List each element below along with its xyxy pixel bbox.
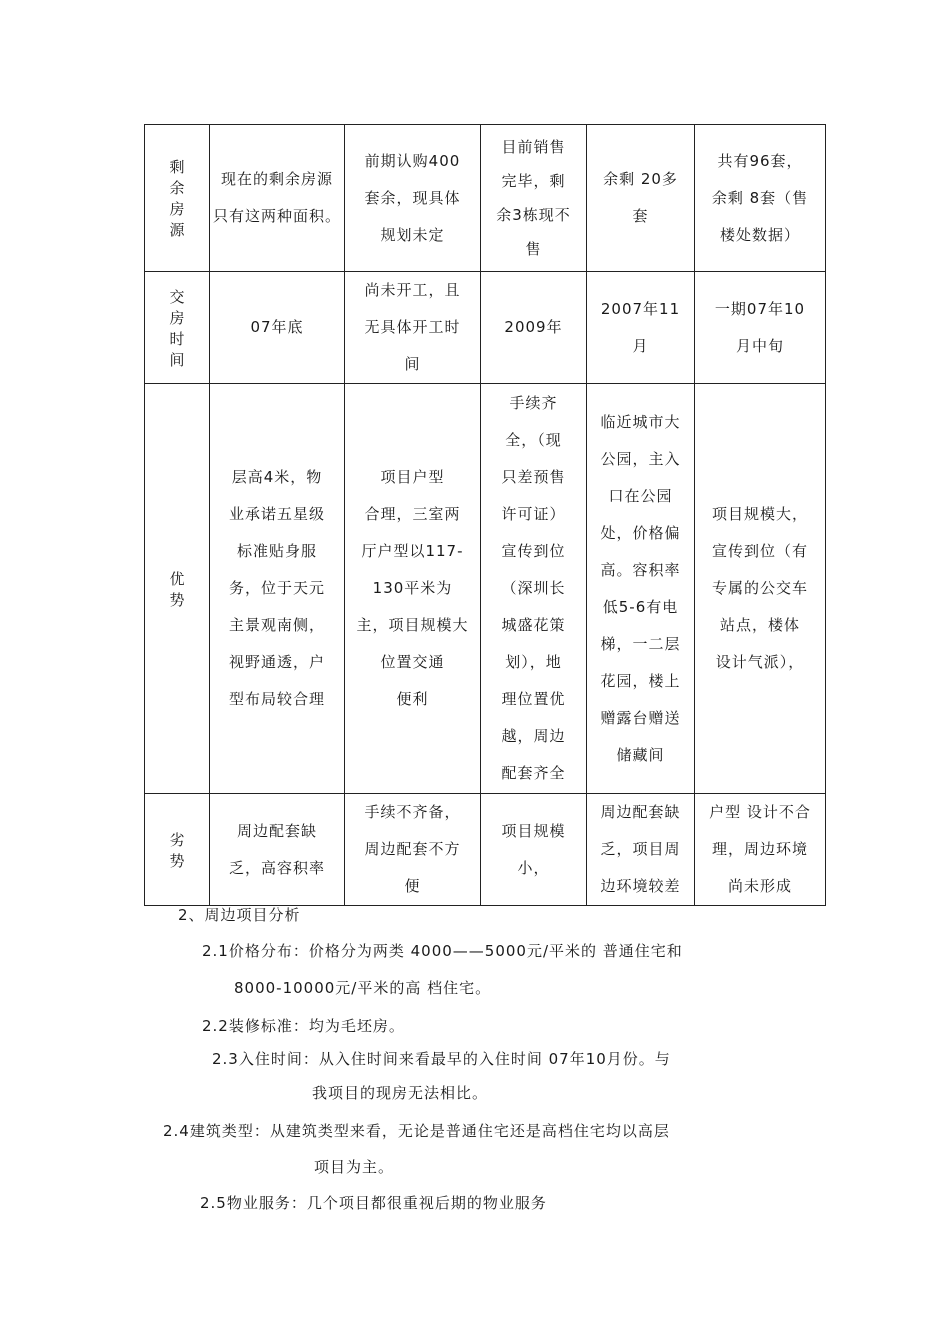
table-cell: 2009年 [481,272,587,384]
table-cell: 手续齐 全，（现 只差预售 许可证） 宣传到位 （深圳长 城盛花策 划），地 理位置优 越，周边 配套齐全 [481,384,587,794]
table-row [145,384,826,794]
row-header: 交 房 时 间 [145,272,210,384]
table-cell: 尚未开工，且 无具体开工时 间 [345,272,481,384]
row-header: 优 势 [145,384,210,794]
table-row [145,125,826,272]
body-line: 2.3入住时间：从入住时间来看最早的入住时间 07年10月份。与 [212,1050,671,1068]
body-line: 我项目的现房无法相比。 [312,1084,489,1102]
table-cell: 2007年11 月 [587,272,695,384]
body-line: 2.1价格分布：价格分为两类 4000——5000元/平米的 普通住宅和 [202,942,683,960]
table-cell: 一期07年10 月中旬 [695,272,826,384]
table-cell: 户型 设计不合 理，周边环境 尚未形成 [695,794,826,906]
table-cell: 现在的剩余房源 只有这两种面积。 [210,125,345,272]
table-cell: 临近城市大 公园，主入 口在公园 处，价格偏 高。容积率 低5-6有电 梯，一二层 花园，楼上 赠露台赠送 储藏间 [587,384,695,794]
table-cell: 周边配套缺 乏，高容积率 [210,794,345,906]
body-line: 2.5物业服务：几个项目都很重视后期的物业服务 [200,1194,547,1212]
table-cell: 手续不齐备， 周边配套不方 便 [345,794,481,906]
table-cell: 项目规模 小， [481,794,587,906]
table-cell: 项目规模大， 宣传到位（有 专属的公交车 站点，楼体 设计气派）， [695,384,826,794]
body-line: 2.2装修标准：均为毛坯房。 [202,1017,405,1035]
body-line: 2.4建筑类型：从建筑类型来看，无论是普通住宅还是高档住宅均以高层 [163,1122,670,1140]
table-cell: 周边配套缺 乏，项目周 边环境较差 [587,794,695,906]
table-cell: 项目户型 合理，三室两 厅户型以117- 130平米为 主，项目规模大 位置交通 便利 [345,384,481,794]
table-row [145,272,826,384]
row-header: 剩 余 房 源 [145,125,210,272]
body-line: 8000-10000元/平米的高 档住宅。 [234,979,492,997]
table-cell: 共有96套， 余剩 8套（售 楼处数据） [695,125,826,272]
body-line: 项目为主。 [314,1158,395,1176]
row-header: 劣 势 [145,794,210,906]
table-row [145,794,826,906]
section-heading: 2、周边项目分析 [178,906,301,924]
comparison-table [144,124,826,906]
table-cell: 前期认购400 套余，现具体 规划未定 [345,125,481,272]
table-cell: 07年底 [210,272,345,384]
table-cell: 目前销售 完毕，剩 余3栋现不 售 [481,125,587,272]
table-cell: 余剩 20多 套 [587,125,695,272]
table-cell: 层高4米，物 业承诺五星级 标准贴身服 务，位于天元 主景观南侧， 视野通透，户 型布局较合理 [210,384,345,794]
